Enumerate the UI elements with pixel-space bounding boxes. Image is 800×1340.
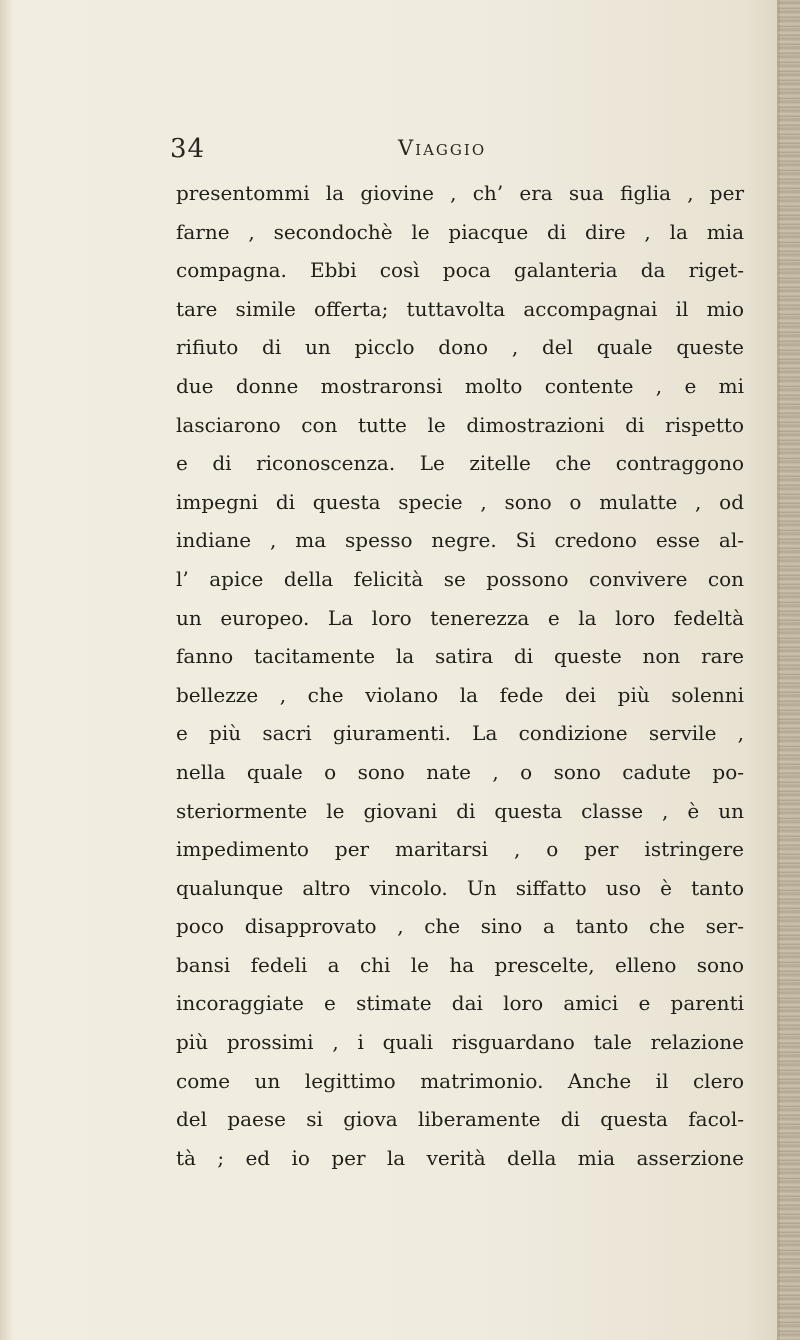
text-line: qualunque altro vincolo. Un siffatto uso è tanto	[176, 875, 744, 900]
text-line: due donne mostraronsi molto contente , e mi	[176, 373, 744, 398]
page-left-shadow	[0, 0, 14, 1340]
text-line: tà ; ed io per la verità della mia asserzione	[176, 1145, 744, 1170]
text-line: compagna. Ebbi così poca galanteria da riget-	[176, 258, 744, 283]
text-line: steriormente le giovani di questa classe , è un	[176, 798, 744, 823]
text-line: l’ apice della felicità se possono convivere con	[176, 566, 744, 591]
text-line: presentommi la giovine , ch’ era sua figlia , per	[176, 181, 744, 205]
text-line: e di riconoscenza. Le zitelle che contraggono	[176, 451, 744, 476]
text-line: tare simile offerta; tuttavolta accompagnai il mio	[176, 296, 744, 321]
text-line: come un legittimo matrimonio. Anche il clero	[176, 1068, 744, 1093]
text-line: bellezze , che violano la fede dei più solenni	[176, 682, 744, 707]
running-title: Viaggio	[398, 136, 487, 160]
text-line: nella quale o sono nate , o sono cadute po-	[176, 759, 744, 784]
text-line: impegni di questa specie , sono o mulatte , od	[176, 489, 744, 514]
text-line: rifiuto di un picclo dono , del quale queste	[176, 335, 744, 360]
text-line: bansi fedeli a chi le ha prescelte, elleno sono	[176, 952, 744, 977]
text-line: farne , secondochè le piacque di dire , la mia	[176, 219, 744, 244]
text-line: fanno tacitamente la satira di queste non rare	[176, 644, 744, 669]
running-head	[0, 134, 800, 174]
text-line: più prossimi , i quali risguardano tale relazione	[176, 1030, 744, 1055]
text-line: impedimento per maritarsi , o per istringere	[176, 837, 744, 862]
text-line: del paese si giova liberamente di questa facol-	[176, 1107, 744, 1132]
text-line: un europeo. La loro tenerezza e la loro fedeltà	[176, 605, 744, 630]
body-text	[176, 174, 744, 1177]
text-line: lasciarono con tutte le dimostrazioni di rispetto	[176, 412, 744, 437]
text-line: poco disapprovato , che sino a tanto che ser-	[176, 914, 744, 939]
text-line: e più sacri giuramenti. La condizione servile ,	[176, 721, 744, 746]
page-number: 34	[170, 134, 206, 164]
text-line: indiane , ma spesso negre. Si credono esse al-	[176, 528, 744, 553]
book-binding-edge	[778, 0, 800, 1340]
text-line: incoraggiate e stimate dai loro amici e parenti	[176, 991, 744, 1016]
